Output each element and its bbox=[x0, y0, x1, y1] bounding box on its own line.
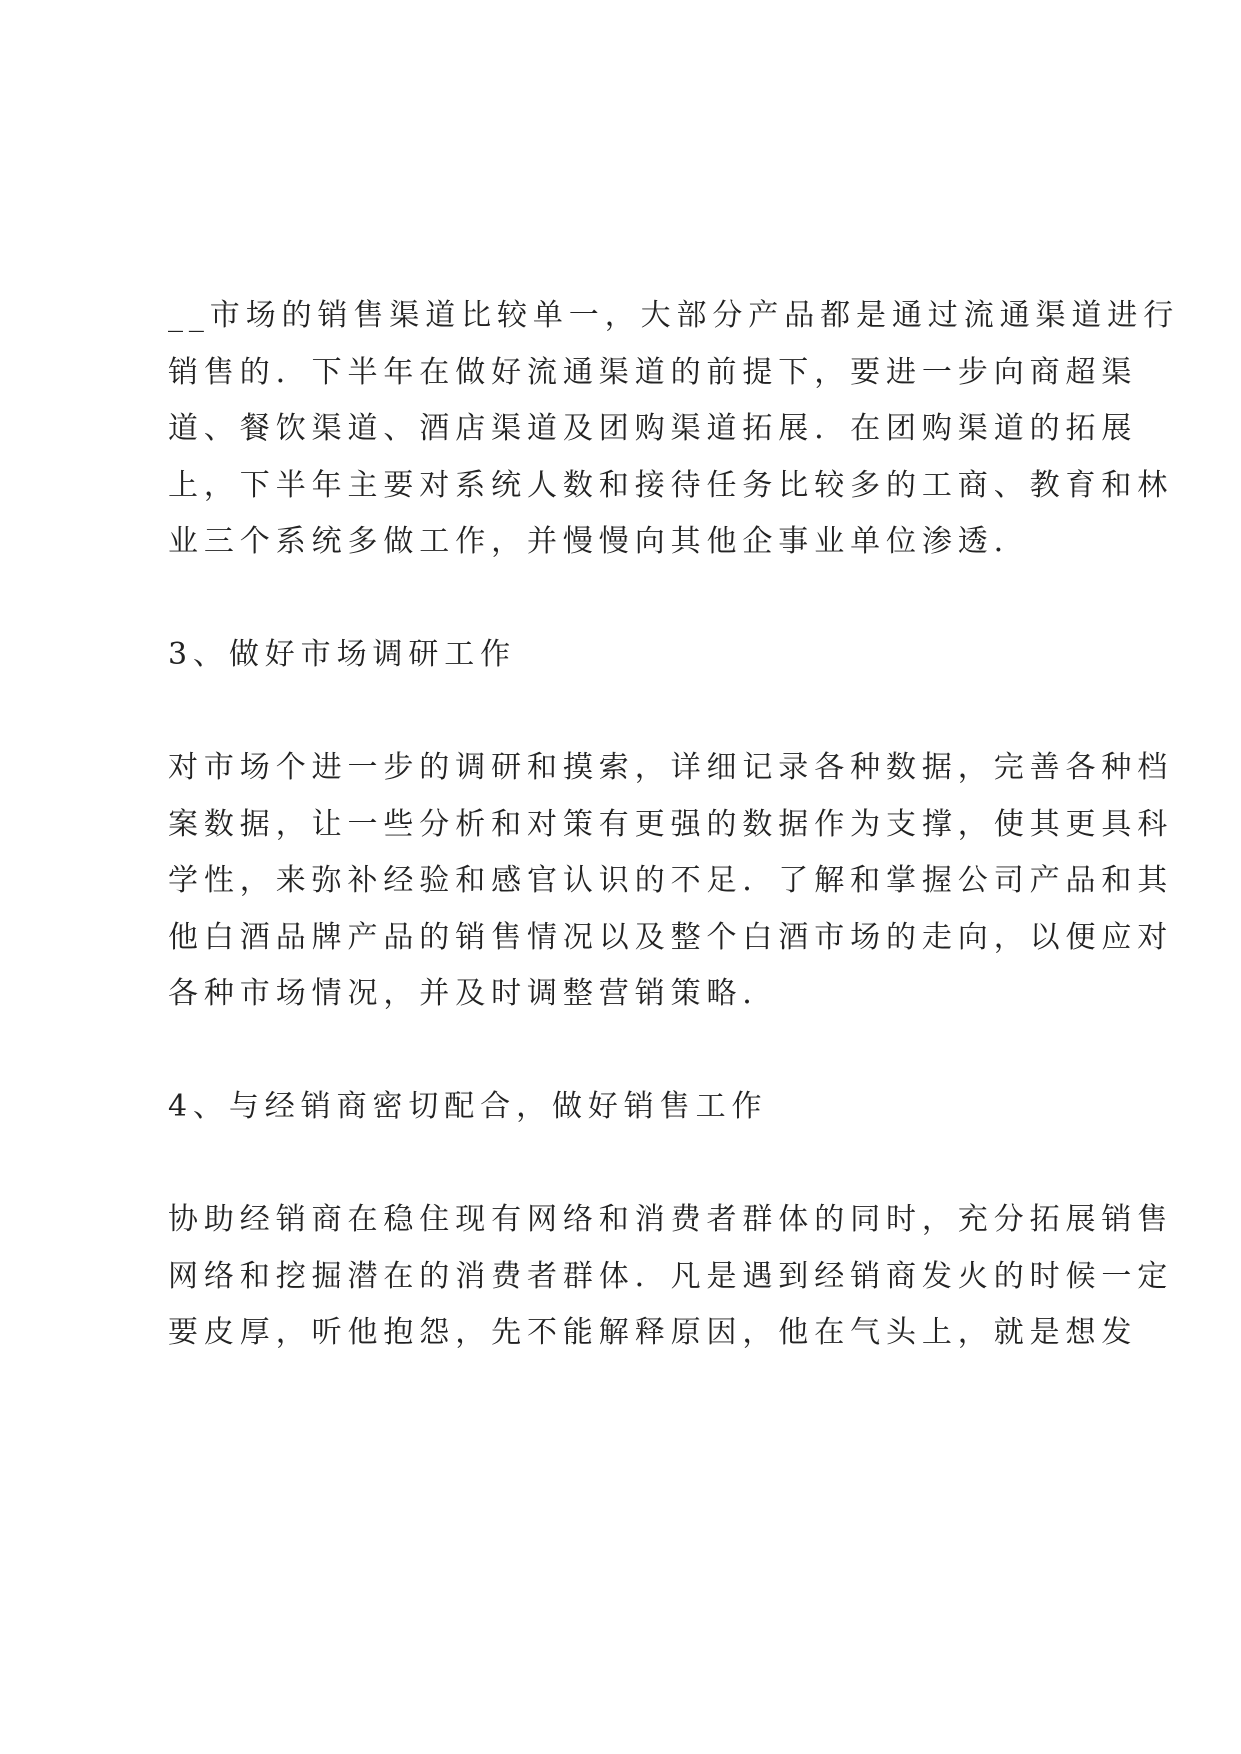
text-line: 业三个系统多做工作，并慢慢向其他企事业单位渗透． bbox=[168, 524, 1030, 559]
paragraph-channels bbox=[168, 288, 1180, 571]
text-line: 要皮厚，听他抱怨，先不能解释原因，他在气头上，就是想发 bbox=[168, 1315, 1138, 1350]
section-heading-3: 3、做好市场调研工作 bbox=[168, 637, 517, 672]
text-line: 案数据，让一些分析和对策有更强的数据作为支撑，使其更具科 bbox=[168, 806, 1174, 842]
text-line: 协助经销商在稳住现有网络和消费者群体的同时，充分拓展销售 bbox=[168, 1202, 1174, 1237]
text-line: 学性，来弥补经验和感官认识的不足．了解和掌握公司产品和其 bbox=[168, 863, 1174, 898]
paragraph-gap bbox=[168, 571, 1098, 628]
text-line: 各种市场情况，并及时调整营销策略． bbox=[168, 976, 779, 1011]
text-line: 对市场个进一步的调研和摸索，详细记录各种数据，完善各种档 bbox=[168, 750, 1174, 785]
text-line: 他白酒品牌产品的销售情况以及整个白酒市场的走向，以便应对 bbox=[168, 919, 1174, 955]
text-line: 销售的．下半年在做好流通渠道的前提下，要进一步向商超渠 bbox=[168, 354, 1138, 390]
text-line: 道、餐饮渠道、酒店渠道及团购渠道拓展．在团购渠道的拓展 bbox=[168, 411, 1138, 446]
text-line: 网络和挖掘潜在的消费者群体．凡是遇到经销商发火的时候一定 bbox=[168, 1258, 1174, 1294]
section-heading-4: 4、与经销商密切配合，做好销售工作 bbox=[168, 1089, 768, 1124]
paragraph-gap bbox=[168, 1136, 1098, 1193]
paragraph-gap bbox=[168, 684, 1098, 741]
paragraph-distributors bbox=[168, 1192, 1174, 1362]
text-line: __市场的销售渠道比较单一，大部分产品都是通过流通渠道进行 bbox=[168, 298, 1180, 333]
text-line: 上，下半年主要对系统人数和接待任务比较多的工商、教育和林 bbox=[168, 467, 1174, 503]
paragraph-market-research bbox=[168, 740, 1174, 1023]
paragraph-gap bbox=[168, 1023, 1098, 1080]
document-body bbox=[168, 288, 1180, 1362]
